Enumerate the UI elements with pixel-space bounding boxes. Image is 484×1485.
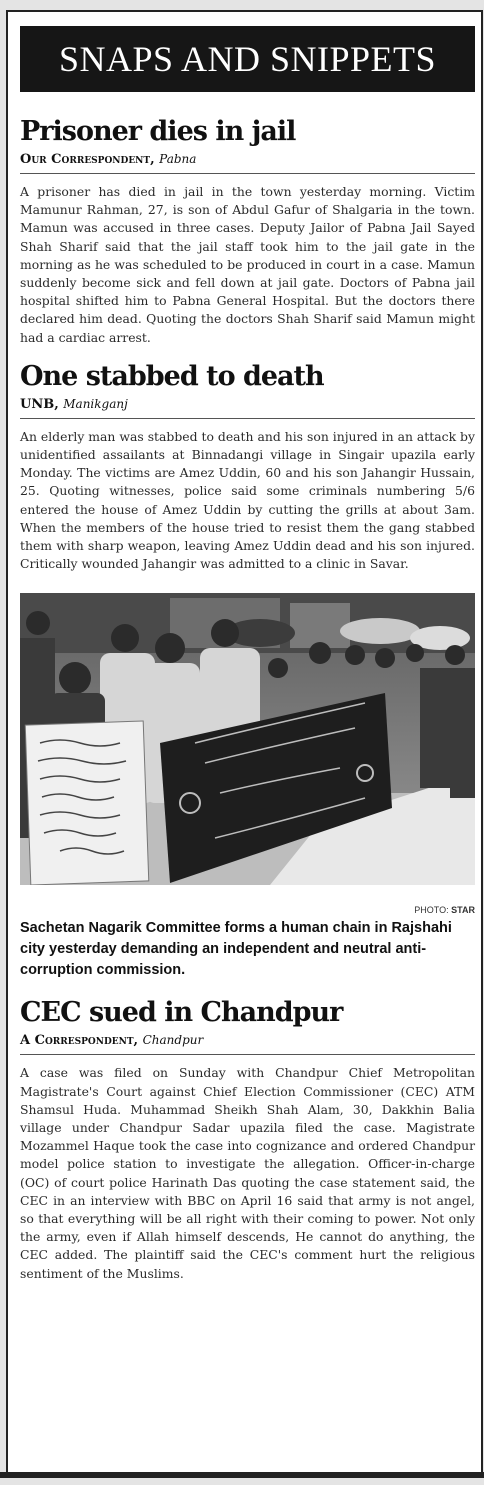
story-prisoner xyxy=(20,116,475,347)
story-body: An elderly man was stabbed to death and his son injured in an attack by unidentified assailants at Binnadangi village in Singair upazila early Monday. The victims are Amez Uddin, 60 and his son Jahangir Hussain, 25. Quoting witnesses, police said some criminals numbering 5/6 entered the house of Amez Uddin by cutting the grills at about 3am. When the members of the house tried to resist them the gang stabbed them with sharp weapon, leaving Amez Uddin dead and his son injured. Critically wounded Jahangir was admitted to a clinic in Savar. xyxy=(20,428,475,572)
byline-source: Our Correspondent, xyxy=(20,152,155,167)
byline-location: Manikganj xyxy=(63,396,128,411)
story-body: A case was filed on Sunday with Chandpur Chief Metropolitan Magistrate's Court against Chief Election Commissioner (CEC) ATM Shamsul Huda. Muhammad Sheikh Shah Alam, 30, Dakkhin Balia village under Chandpur Sadar upazila filed the case. Magistrate Mozammel Haque took the case into cognizance and ordered Chandpur model police station to investigate the allegation. Officer-in-charge (OC) of court police Harinath Das quoting the case statement said, the CEC in an interview with BBC on April 16 said that army is not angel, so that everything will be all right with their coming to power. Not only the army, even if Allah himself descends, He cannot do anything, the CEC added. The plaintiff said the CEC's comment hurt the religious sentiment of the Muslims. xyxy=(20,1065,475,1281)
byline-source: A Correspondent, xyxy=(20,1033,139,1049)
page-content xyxy=(20,26,475,1283)
story-stabbing xyxy=(20,361,475,574)
story-byline xyxy=(20,397,475,419)
story-byline xyxy=(20,1033,475,1055)
photo-caption: Sachetan Nagarik Committee forms a human chain in Rajshahi city yesterday demanding an independent and neutral anti-corruption commission. xyxy=(20,920,452,979)
story-cec xyxy=(20,997,475,1282)
story-headline: CEC sued in Chandpur xyxy=(20,997,343,1029)
byline-source: UNB, xyxy=(20,396,59,412)
photo-credit-prefix: PHOTO: xyxy=(414,905,449,916)
news-photo xyxy=(20,593,475,885)
story-headline: One stabbed to death xyxy=(20,360,324,392)
byline-location: Chandpur xyxy=(142,1033,204,1048)
story-byline xyxy=(20,152,475,174)
story-headline: Prisoner dies in jail xyxy=(20,116,296,147)
newspaper-page xyxy=(6,10,483,1475)
page-bottom-rule xyxy=(0,1472,484,1478)
section-title: SNAPS AND SNIPPETS xyxy=(58,39,437,79)
story-body: A prisoner has died in jail in the town yesterday morning. Victim Mamunur Rahman, 27, is son of Abdul Gafur of Shalgaria in the town. Mamun was accused in three cases. Deputy Jailor of Pabna Jail Sayed Shah Sharif said that the jail staff took him to the jail gate in the morning as he was scheduled to be produced in court in a case. Mamun suddenly become sick and fell down at jail gate. Doctors of Pabna jail hospital shifted him to Pabna General Hospital. But the doctors there declared him dead. Quoting the doctors Shah Sharif said Mamun might had a cardiac arrest. xyxy=(20,184,475,345)
protest-photo-image xyxy=(20,593,475,885)
photo-credit-source: STAR xyxy=(451,905,475,916)
byline-location: Pabna xyxy=(159,152,197,166)
photo-credit xyxy=(20,905,475,915)
section-banner xyxy=(20,26,475,92)
